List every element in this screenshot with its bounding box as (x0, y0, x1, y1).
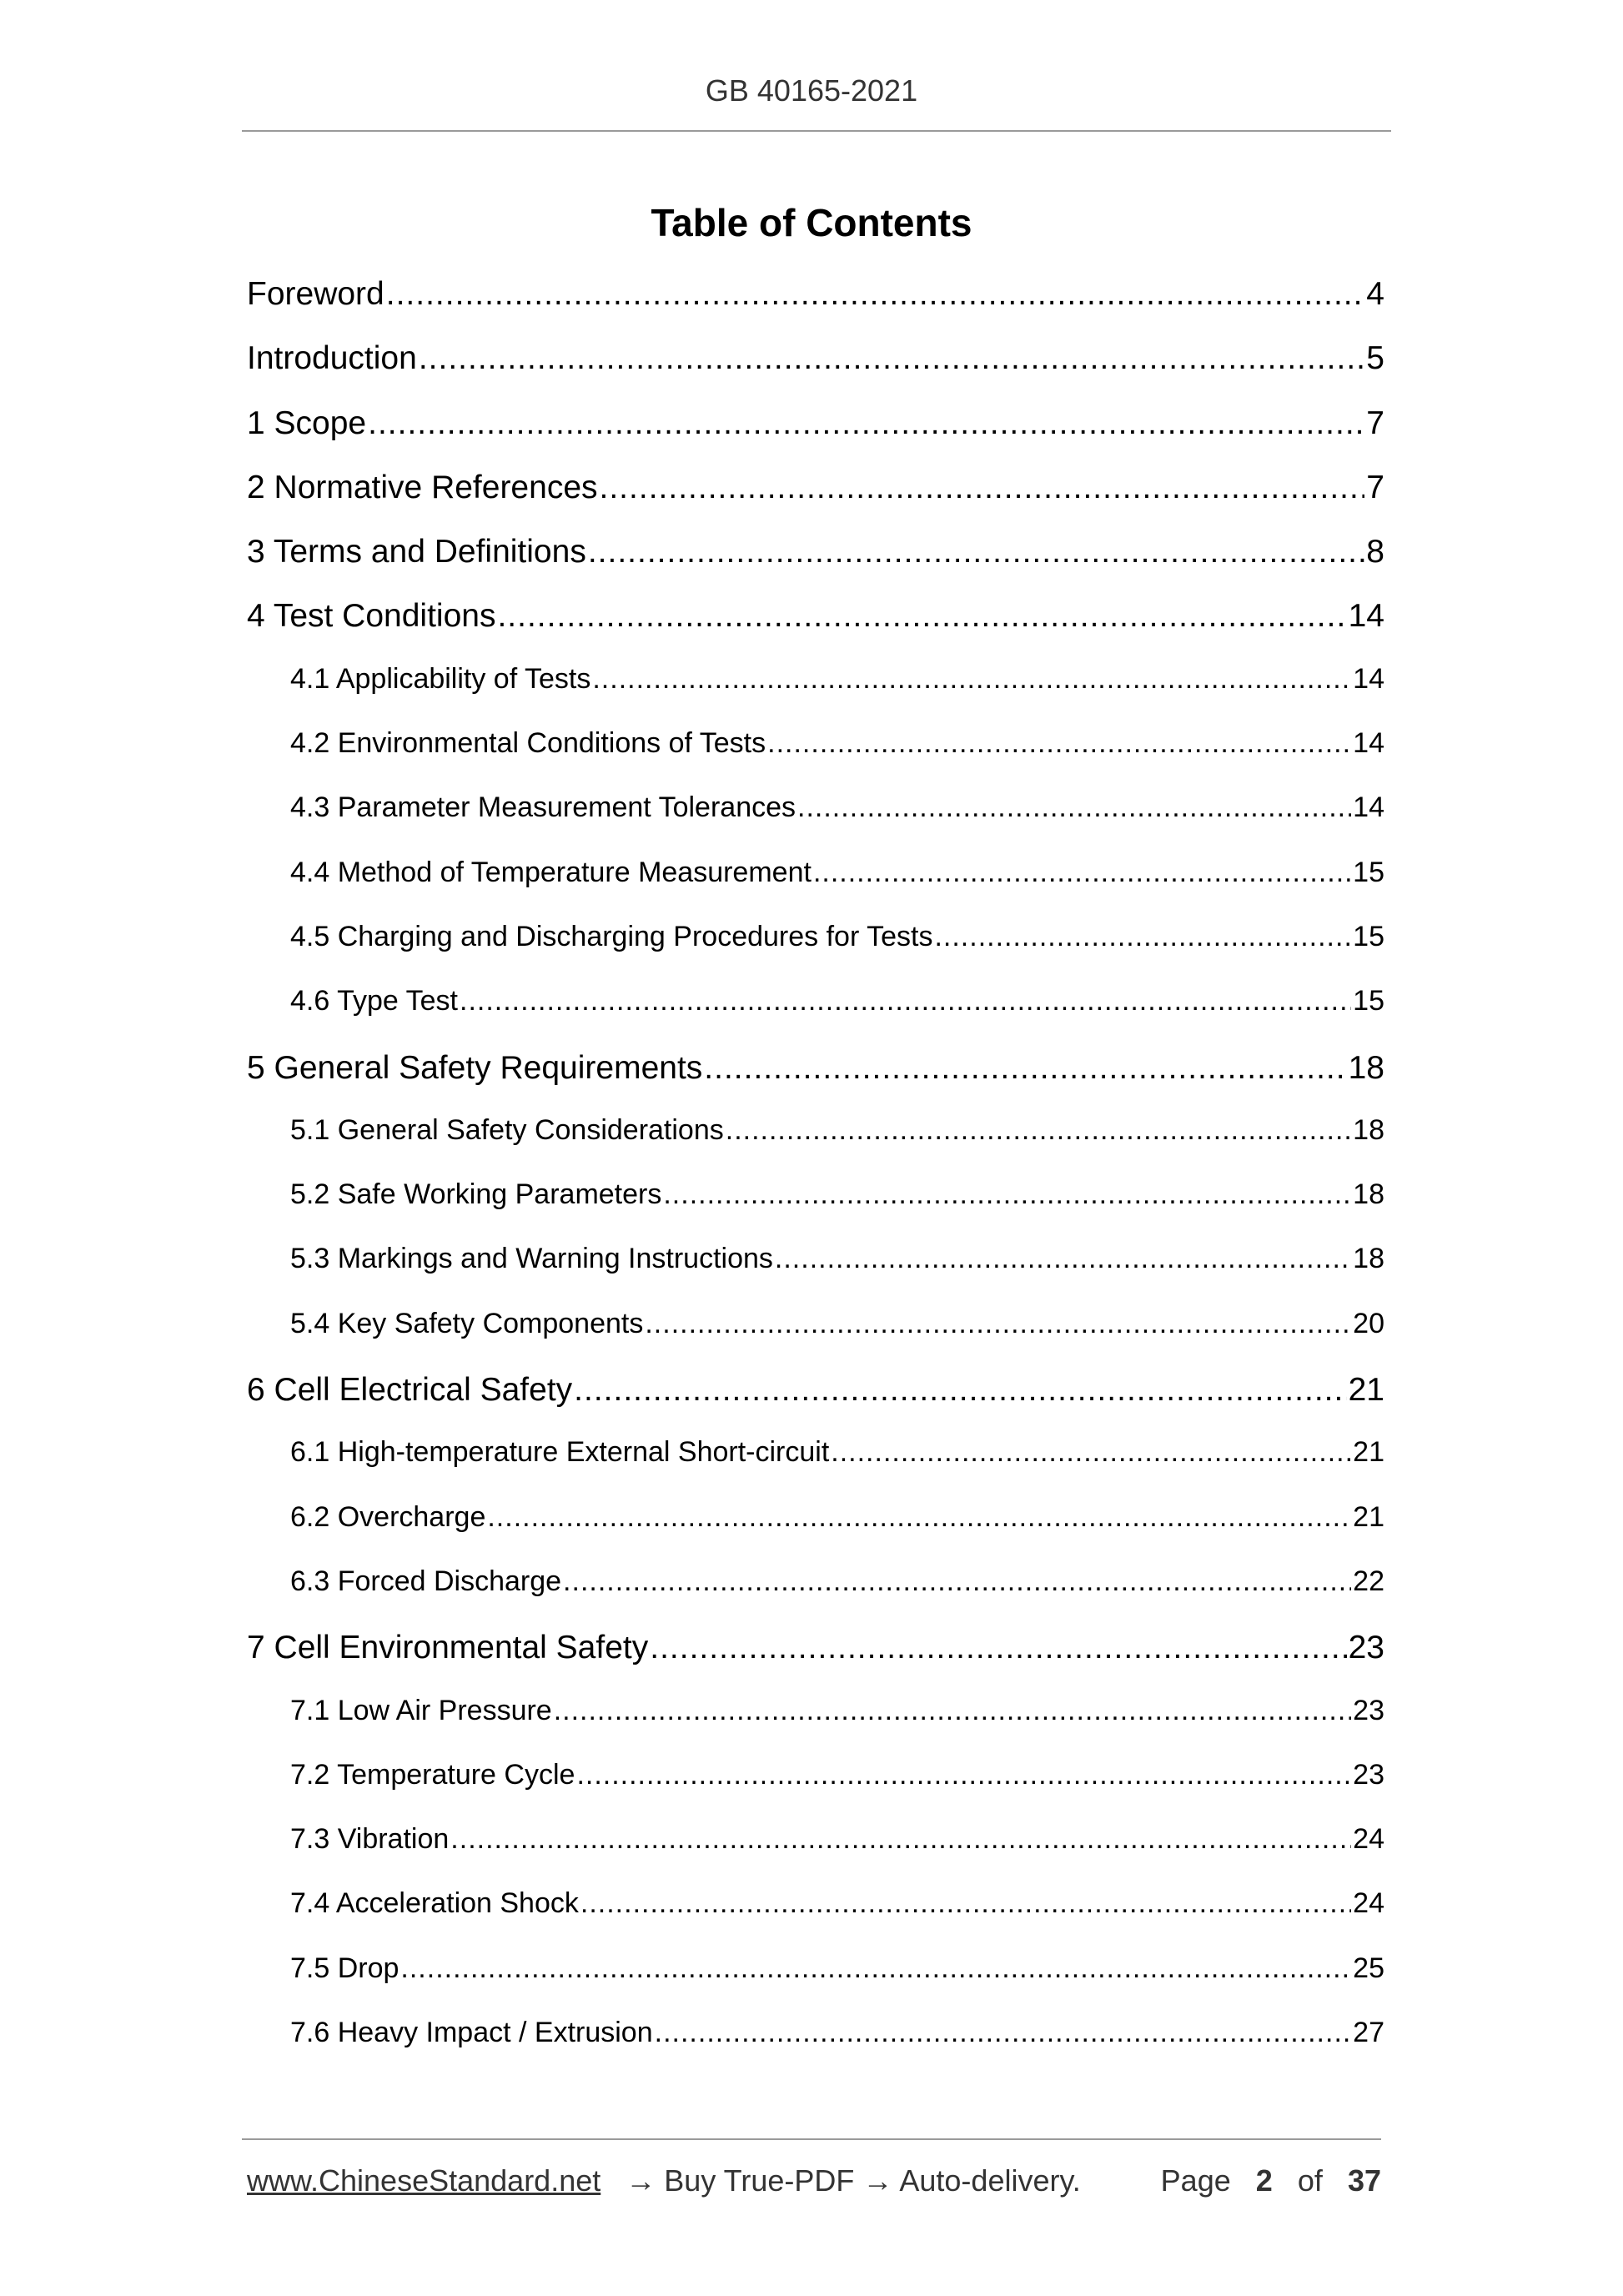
toc-entry-title: 1 Scope (247, 404, 367, 441)
footer (247, 2163, 1381, 2198)
toc-entry-page-number: 22 (1353, 1565, 1384, 1597)
toc-dot-leader (563, 1565, 1351, 1598)
page-indicator (1161, 2163, 1381, 2198)
page-total: 37 (1347, 2163, 1381, 2198)
toc-dot-leader (580, 1887, 1351, 1920)
toc-entry-title: 7.6 Heavy Impact / Extrusion (290, 2017, 653, 2049)
toc-dot-leader (704, 1050, 1346, 1087)
page-label: Page (1160, 2163, 1231, 2198)
toc-dot-leader (588, 534, 1364, 570)
toc-dot-leader (400, 1952, 1351, 1985)
toc-entry-title: 3 Terms and Definitions (247, 534, 586, 570)
toc-entry-title: Foreword (247, 276, 384, 312)
toc-entry-page-number: 7 (1366, 404, 1384, 441)
toc-entry[interactable] (247, 534, 1384, 598)
toc-entry-page-number: 23 (1353, 1694, 1384, 1726)
toc-entry[interactable] (247, 2017, 1384, 2081)
toc-entry-title: 4.5 Charging and Discharging Procedures for Tests (290, 920, 933, 952)
toc-entry-page-number: 27 (1353, 2017, 1384, 2049)
toc-entry[interactable] (247, 1695, 1384, 1759)
toc-dot-leader (934, 921, 1351, 953)
toc-dot-leader (554, 1695, 1351, 1727)
toc-entry-title: 5.3 Markings and Warning Instructions (290, 1243, 773, 1275)
toc-dot-leader (831, 1436, 1351, 1469)
toc-entry-title: 7 Cell Environmental Safety (247, 1630, 649, 1666)
toc-dot-leader (574, 1372, 1346, 1409)
toc-dot-leader (775, 1243, 1351, 1275)
toc-entry[interactable] (247, 1243, 1384, 1307)
toc-title: Table of Contents (651, 201, 972, 244)
toc-dot-leader (460, 985, 1351, 1017)
toc-entry-page-number: 20 (1353, 1307, 1384, 1339)
footer-left (247, 2163, 1081, 2198)
toc-dot-leader (450, 1823, 1351, 1856)
toc-dot-leader (368, 405, 1364, 442)
toc-entry[interactable] (247, 1308, 1384, 1372)
toc-dot-leader (813, 857, 1351, 889)
toc-entry-page-number: 24 (1353, 1887, 1384, 1920)
table-of-contents (247, 276, 1384, 2081)
toc-dot-leader (386, 276, 1365, 313)
toc-entry-title: 4.6 Type Test (290, 985, 458, 1017)
toc-entry-page-number: 4 (1366, 276, 1384, 312)
toc-entry-title: 5.1 General Safety Considerations (290, 1113, 724, 1146)
toc-entry[interactable] (247, 276, 1384, 340)
toc-entry-page-number: 7 (1366, 469, 1384, 505)
toc-dot-leader (767, 727, 1351, 760)
toc-entry[interactable] (247, 1372, 1384, 1436)
toc-entry-page-number: 21 (1353, 1436, 1384, 1469)
toc-dot-leader (645, 1308, 1351, 1340)
toc-entry-title: 4 Test Conditions (247, 598, 496, 635)
toc-entry-title: 4.1 Applicability of Tests (290, 662, 591, 695)
toc-entry[interactable] (247, 857, 1384, 921)
toc-entry[interactable] (247, 1887, 1384, 1952)
toc-entry-title: 4.2 Environmental Conditions of Tests (290, 727, 766, 760)
toc-entry[interactable] (247, 405, 1384, 470)
toc-entry-page-number: 14 (1348, 598, 1384, 635)
toc-entry-page-number: 14 (1353, 791, 1384, 824)
toc-entry-page-number: 5 (1366, 340, 1384, 377)
toc-entry-page-number: 14 (1353, 662, 1384, 695)
toc-entry[interactable] (247, 1178, 1384, 1243)
toc-entry-title: 2 Normative References (247, 469, 598, 505)
toc-entry-title: 7.2 Temperature Cycle (290, 1758, 575, 1791)
toc-entry[interactable] (247, 598, 1384, 662)
toc-entry[interactable] (247, 1565, 1384, 1630)
promo-text: → Buy True-PDF → Auto-delivery. (626, 2163, 1081, 2198)
toc-entry-page-number: 18 (1348, 1049, 1384, 1086)
toc-entry[interactable] (247, 921, 1384, 985)
toc-entry-page-number: 23 (1353, 1758, 1384, 1791)
toc-dot-leader (797, 791, 1351, 824)
toc-entry[interactable] (247, 663, 1384, 727)
toc-entry-page-number: 21 (1353, 1500, 1384, 1533)
toc-dot-leader (726, 1114, 1351, 1147)
toc-dot-leader (487, 1501, 1351, 1534)
toc-entry[interactable] (247, 1114, 1384, 1178)
toc-entry[interactable] (247, 1823, 1384, 1887)
toc-entry[interactable] (247, 1952, 1384, 2017)
toc-entry-page-number: 18 (1353, 1243, 1384, 1275)
toc-entry[interactable] (247, 1436, 1384, 1500)
toc-entry[interactable] (247, 470, 1384, 534)
toc-entry-title: 5.2 Safe Working Parameters (290, 1178, 662, 1211)
toc-entry[interactable] (247, 727, 1384, 791)
toc-entry-title: 4.4 Method of Temperature Measurement (290, 856, 812, 888)
toc-entry-page-number: 15 (1353, 985, 1384, 1017)
toc-entry[interactable] (247, 1501, 1384, 1565)
toc-entry-page-number: 24 (1353, 1823, 1384, 1856)
toc-dot-leader (576, 1759, 1351, 1791)
toc-entry-title: 5 General Safety Requirements (247, 1049, 703, 1086)
toc-dot-leader (655, 2017, 1352, 2049)
toc-entry-title: 7.5 Drop (290, 1952, 399, 1984)
toc-entry-title: Introduction (247, 340, 417, 377)
toc-entry-title: 7.4 Acceleration Shock (290, 1887, 579, 1920)
toc-entry-title: 6 Cell Electrical Safety (247, 1372, 573, 1409)
toc-entry-page-number: 21 (1348, 1372, 1384, 1409)
toc-entry-page-number: 15 (1353, 856, 1384, 888)
toc-dot-leader (419, 340, 1364, 377)
toc-dot-leader (497, 598, 1346, 635)
toc-entry-page-number: 8 (1366, 534, 1384, 570)
website-link[interactable]: www.ChineseStandard.net (247, 2163, 601, 2198)
toc-entry[interactable] (247, 1630, 1384, 1694)
document-id-header: GB 40165-2021 (705, 73, 918, 108)
toc-entry-title: 6.3 Forced Discharge (290, 1565, 562, 1597)
toc-dot-leader (600, 470, 1365, 506)
toc-entry-title: 7.3 Vibration (290, 1823, 450, 1856)
toc-entry-page-number: 18 (1353, 1178, 1384, 1211)
toc-entry-title: 4.3 Parameter Measurement Tolerances (290, 791, 796, 824)
toc-entry[interactable] (247, 791, 1384, 856)
toc-dot-leader (650, 1630, 1346, 1666)
toc-entry[interactable] (247, 340, 1384, 404)
toc-entry[interactable] (247, 1759, 1384, 1823)
toc-entry-page-number: 23 (1348, 1630, 1384, 1666)
toc-entry-page-number: 15 (1353, 920, 1384, 952)
footer-divider (242, 2138, 1381, 2140)
toc-entry-title: 7.1 Low Air Pressure (290, 1694, 552, 1726)
toc-entry-page-number: 18 (1353, 1113, 1384, 1146)
toc-entry[interactable] (247, 1050, 1384, 1114)
toc-entry-title: 6.1 High-temperature External Short-circuit (290, 1436, 830, 1469)
page-current: 2 (1255, 2163, 1273, 2198)
toc-dot-leader (592, 663, 1351, 696)
toc-entry-page-number: 25 (1353, 1952, 1384, 1984)
toc-entry-title: 6.2 Overcharge (290, 1500, 486, 1533)
toc-entry[interactable] (247, 985, 1384, 1049)
page-of: of (1297, 2163, 1323, 2198)
toc-entry-page-number: 14 (1353, 727, 1384, 760)
toc-dot-leader (663, 1178, 1351, 1211)
header-divider (242, 130, 1391, 132)
toc-entry-title: 5.4 Key Safety Components (290, 1307, 644, 1339)
